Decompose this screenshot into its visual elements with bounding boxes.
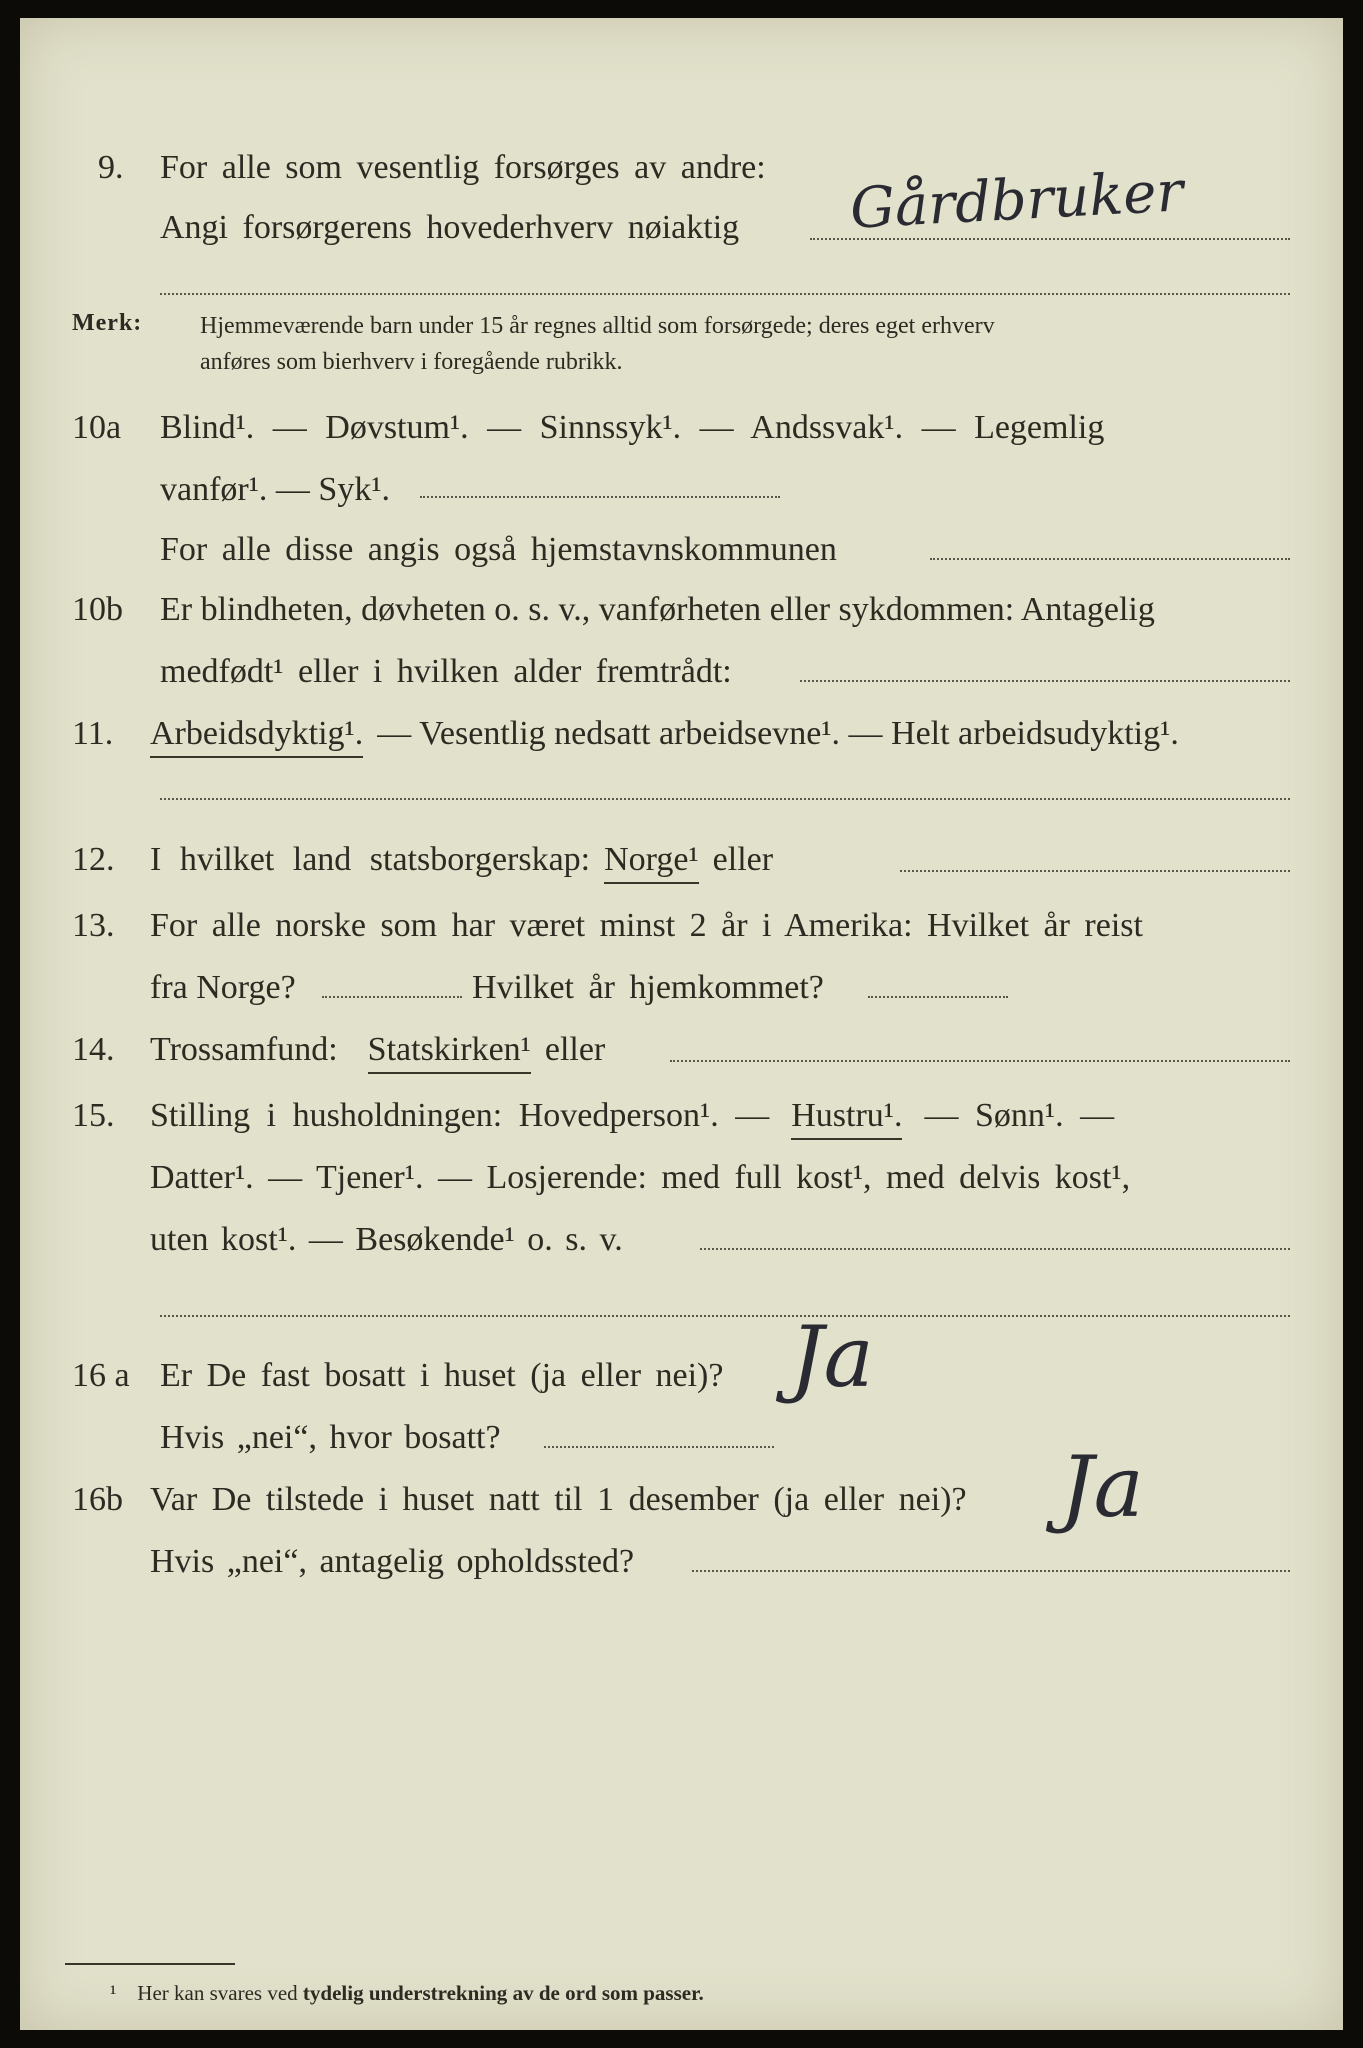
footnote-text-1: Her kan svares ved	[137, 1981, 298, 2005]
q16b-handwritten-answer: Ja	[1060, 1438, 1144, 1536]
q10b-question: Er blindheten, døvheten o. s. v., vanførheten eller sykdommen: Antagelig	[160, 591, 1155, 628]
q15-extra-line[interactable]	[160, 1315, 1290, 1317]
q11-number: 11.	[72, 715, 114, 752]
q15-question	[150, 1096, 1114, 1140]
q10a-question-2: vanfør¹. — Syk¹.	[160, 471, 391, 508]
q10b-number: 10b	[72, 591, 123, 628]
q16b-answer-line[interactable]	[692, 1570, 1290, 1572]
q14-question	[150, 1030, 605, 1074]
q14-answer-line[interactable]	[670, 1060, 1290, 1062]
q16b-number: 16b	[72, 1481, 123, 1518]
q10a-kommune-line[interactable]	[930, 558, 1290, 560]
q15-label: Stilling i husholdningen: Hovedperson¹. —	[150, 1097, 770, 1134]
q9-question-2: Angi forsørgerens hovederhverv nøiaktig	[160, 209, 740, 246]
q10a-syk-line[interactable]	[420, 496, 780, 498]
q16b-question-2: Hvis „nei“, antagelig opholdssted?	[150, 1543, 635, 1580]
census-form-page	[20, 18, 1343, 2030]
q13-hjemkommet-label: Hvilket år hjemkommet?	[472, 969, 824, 1006]
merk-line2: anføres som bierhverv i foregående rubrikk.	[200, 349, 623, 375]
q12-underlined-option: Norge¹	[604, 840, 699, 884]
q14-eller: eller	[544, 1031, 606, 1068]
q9-question: For alle som vesentlig forsørges av andre:	[160, 149, 766, 186]
footnote-text-3: av de ord som passer.	[512, 1981, 704, 2005]
q15-number: 15.	[72, 1097, 115, 1134]
q16a-question-2: Hvis „nei“, hvor bosatt?	[160, 1419, 501, 1456]
q15-question-3: uten kost¹. — Besøkende¹ o. s. v.	[150, 1221, 623, 1258]
footnote	[110, 1980, 704, 2006]
q14-underlined-option: Statskirken¹	[368, 1030, 531, 1074]
q12-answer-line[interactable]	[900, 870, 1290, 872]
q10b-answer-line[interactable]	[800, 680, 1290, 682]
q15-answer-line[interactable]	[700, 1248, 1290, 1250]
q10a-question-3: For alle disse angis også hjemstavnskommunen	[160, 531, 837, 568]
q9-number: 9.	[98, 149, 124, 186]
q12-number: 12.	[72, 841, 115, 878]
footnote-rule	[65, 1963, 235, 1965]
q16a-answer-line[interactable]	[544, 1446, 774, 1448]
q9-handwritten-answer: Gårdbruker	[848, 159, 1185, 242]
q10b-question-2: medfødt¹ eller i hvilken alder fremtrådt:	[160, 653, 732, 690]
q13-reist-label: fra Norge?	[150, 969, 296, 1006]
q13-question: For alle norske som har været minst 2 år i Amerika: Hvilket år reist	[150, 907, 1143, 944]
q16a-question: Er De fast bosatt i huset (ja eller nei)?	[160, 1357, 724, 1394]
q11-underlined-option: Arbeidsdyktig¹.	[150, 714, 363, 758]
q11-other-options: — Vesentlig nedsatt arbeidsevne¹. — Helt arbeidsudyktig¹.	[377, 715, 1179, 752]
q16a-number: 16 a	[72, 1357, 130, 1394]
q10a-question: Blind¹. — Døvstum¹. — Sinnssyk¹. — Andssvak¹. — Legemlig	[160, 409, 1105, 446]
q16b-question: Var De tilstede i huset natt til 1 desember (ja eller nei)?	[150, 1481, 967, 1518]
q9-extra-line[interactable]	[160, 293, 1290, 295]
q12-label: I hvilket land statsborgerskap:	[150, 841, 591, 878]
q11-options	[150, 714, 1179, 758]
footnote-mark: ¹	[110, 1981, 117, 2005]
q13-hjemkommet-line[interactable]	[868, 996, 1008, 998]
q15-question-2: Datter¹. — Tjener¹. — Losjerende: med full kost¹, med delvis kost¹,	[150, 1159, 1131, 1196]
footnote-text-2: tydelig understrekning	[302, 1981, 508, 2005]
q12-question	[150, 840, 773, 884]
q15-underlined-option: Hustru¹.	[791, 1096, 902, 1140]
q11-extra-line[interactable]	[160, 798, 1290, 800]
q13-number: 13.	[72, 907, 115, 944]
q15-other: — Sønn¹. —	[924, 1097, 1115, 1134]
q10a-number: 10a	[72, 409, 122, 446]
q12-eller: eller	[712, 841, 774, 878]
q16a-handwritten-answer: Ja	[790, 1308, 874, 1406]
q14-label: Trossamfund:	[150, 1031, 338, 1068]
q13-reist-line[interactable]	[322, 996, 462, 998]
q14-number: 14.	[72, 1031, 115, 1068]
merk-line1: Hjemmeværende barn under 15 år regnes alltid som forsørgede; deres eget erhverv	[200, 313, 995, 339]
merk-label: Merk:	[72, 310, 143, 336]
